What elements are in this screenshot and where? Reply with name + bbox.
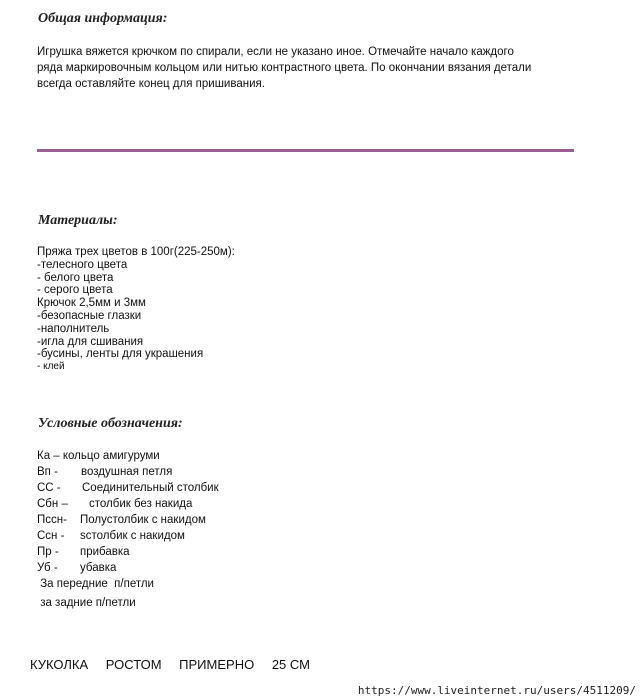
legend-abbr: Вп -: [37, 466, 58, 478]
legend-desc: sстолбик с накидом: [80, 530, 185, 542]
legend-abbr: за задние п/петли: [37, 597, 136, 609]
caption-word: РОСТОМ: [105, 657, 162, 672]
legend-abbr: Пссн-: [37, 514, 67, 526]
legend-desc: Соединительный столбик: [82, 482, 219, 494]
legend-abbr: Пр -: [37, 546, 59, 558]
legend-desc: Полустолбик с накидом: [80, 514, 206, 526]
list-item: Пряжа трех цветов в 100г(225-250м):: [37, 246, 235, 258]
legend-abbr: Ссн -: [37, 530, 65, 542]
legend-desc: воздушная петля: [81, 466, 173, 478]
materials-heading: Материалы:: [38, 213, 118, 228]
legend-desc: убавка: [80, 562, 117, 574]
general-info-line: ряда маркировочным кольцом или нитью контрастного цвета. По окончании вязания детали: [37, 62, 532, 74]
legend-abbr: За передние п/петли: [37, 578, 154, 590]
legend-desc: столбик без накида: [89, 498, 193, 510]
legend-abbr: Ка – кольцо амигуруми: [37, 450, 160, 462]
caption-word: 25 СМ: [271, 657, 310, 672]
doll-size-caption: [30, 657, 324, 672]
general-info-heading: Общая информация:: [38, 11, 168, 26]
caption-word: КУКОЛКА: [30, 657, 89, 672]
legend-abbr: Уб -: [37, 562, 58, 574]
caption-word: ПРИМЕРНО: [179, 657, 255, 672]
legend-abbr: СС -: [37, 482, 61, 494]
legend-heading: Условные обозначения:: [38, 416, 183, 431]
list-item: -телесного цвета: [37, 258, 128, 271]
list-item: Крючок 2,5мм и 3мм: [37, 297, 146, 310]
general-info-line: всегда оставляйте конец для пришивания.: [37, 78, 265, 90]
list-item: - белого цвета: [37, 271, 114, 284]
list-item: -наполнитель: [37, 322, 110, 335]
list-item: - серого цвета: [37, 284, 113, 297]
general-info-line: Игрушка вяжется крючком по спирали, если не указано иное. Отмечайте начало каждого: [37, 46, 514, 58]
legend-abbr: Сбн –: [37, 498, 68, 510]
materials-list: [37, 246, 235, 374]
source-url-watermark: https://www.liveinternet.ru/users/4511209/: [357, 684, 636, 697]
list-item: - клей: [37, 361, 65, 373]
list-item: -безопасные глазки: [37, 309, 142, 322]
general-info-text: [37, 44, 597, 92]
list-item: -игла для сшивания: [37, 335, 144, 348]
legend-desc: прибавка: [80, 546, 130, 558]
section-divider: [37, 149, 574, 152]
list-item: -бусины, ленты для украшения: [37, 348, 204, 361]
